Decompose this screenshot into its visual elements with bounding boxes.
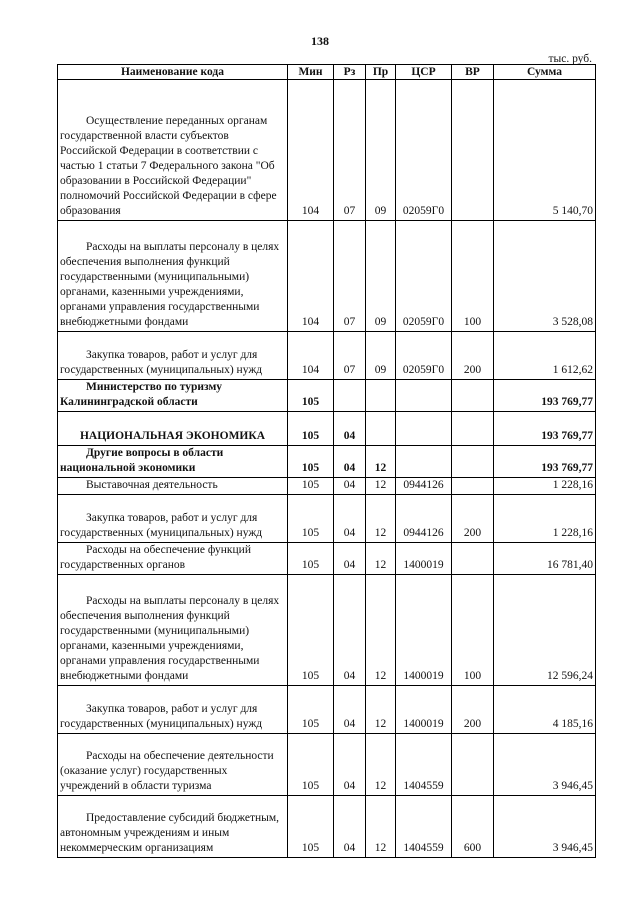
row-vr: 600 — [452, 796, 494, 858]
row-rz: 04 — [334, 412, 366, 446]
row-csr: 1400019 — [396, 543, 452, 575]
row-csr — [396, 446, 452, 478]
table-row — [58, 412, 596, 446]
row-pr: 12 — [366, 478, 396, 495]
table-row — [58, 380, 596, 412]
header-sum: Сумма — [494, 65, 596, 80]
row-vr — [452, 380, 494, 412]
row-name: НАЦИОНАЛЬНАЯ ЭКОНОМИКА — [58, 412, 288, 446]
row-rz: 04 — [334, 796, 366, 858]
row-pr: 12 — [366, 543, 396, 575]
table-row — [58, 575, 596, 686]
table-row — [58, 686, 596, 734]
row-name: Расходы на обеспечение функций государственных органов — [58, 543, 288, 575]
row-vr — [452, 734, 494, 796]
row-rz: 04 — [334, 686, 366, 734]
row-rz: 07 — [334, 221, 366, 332]
row-name: Закупка товаров, работ и услуг для государственных (муниципальных) нужд — [58, 495, 288, 543]
table-row — [58, 221, 596, 332]
row-csr: 02059Г0 — [396, 80, 452, 221]
header-row — [58, 65, 596, 80]
row-min: 105 — [288, 446, 334, 478]
row-pr: 12 — [366, 796, 396, 858]
row-min: 105 — [288, 478, 334, 495]
row-csr: 1400019 — [396, 686, 452, 734]
row-sum: 3 946,45 — [494, 734, 596, 796]
row-vr — [452, 80, 494, 221]
row-min: 104 — [288, 221, 334, 332]
budget-table — [57, 64, 596, 858]
row-csr: 02059Г0 — [396, 332, 452, 380]
row-rz — [334, 380, 366, 412]
table-row — [58, 543, 596, 575]
page-number: 138 — [311, 34, 329, 48]
header-vr: ВР — [452, 65, 494, 80]
header-min: Мин — [288, 65, 334, 80]
row-name: Закупка товаров, работ и услуг для государственных (муниципальных) нужд — [58, 332, 288, 380]
row-rz: 07 — [334, 332, 366, 380]
units-label: тыс. руб. — [548, 53, 592, 65]
row-pr: 12 — [366, 734, 396, 796]
row-csr: 0944126 — [396, 495, 452, 543]
row-name: Расходы на выплаты персоналу в целях обеспечения выполнения функций государственными (муниципальными) органами, казенными учреждениями, органами управления государственными внебюджетными фондами — [58, 221, 288, 332]
row-rz: 04 — [334, 543, 366, 575]
row-vr: 200 — [452, 332, 494, 380]
row-rz: 07 — [334, 80, 366, 221]
row-name: Министерство по туризму Калининградской области — [58, 380, 288, 412]
row-name: Расходы на обеспечение деятельности (оказание услуг) государственных учреждений в области туризма — [58, 734, 288, 796]
row-vr: 100 — [452, 221, 494, 332]
row-vr: 100 — [452, 575, 494, 686]
row-name: Закупка товаров, работ и услуг для государственных (муниципальных) нужд — [58, 686, 288, 734]
row-min: 105 — [288, 686, 334, 734]
row-pr — [366, 412, 396, 446]
row-sum: 1 612,62 — [494, 332, 596, 380]
row-csr — [396, 380, 452, 412]
row-min: 105 — [288, 412, 334, 446]
row-min: 105 — [288, 796, 334, 858]
row-min: 104 — [288, 332, 334, 380]
row-csr: 1404559 — [396, 796, 452, 858]
row-csr — [396, 412, 452, 446]
row-csr: 0944126 — [396, 478, 452, 495]
row-sum: 12 596,24 — [494, 575, 596, 686]
table-row — [58, 80, 596, 221]
row-name: Осуществление переданных органам государственной власти субъектов Российской Федерации в соответствии с частью 1 статьи 7 Федерального закона "Об образовании в Российской Федерации" полномочий Российской Федерации в сфере образования — [58, 80, 288, 221]
row-min: 104 — [288, 80, 334, 221]
row-pr: 12 — [366, 446, 396, 478]
table-row — [58, 495, 596, 543]
row-sum: 193 769,77 — [494, 412, 596, 446]
row-min: 105 — [288, 734, 334, 796]
row-vr: 200 — [452, 495, 494, 543]
row-csr: 02059Г0 — [396, 221, 452, 332]
row-pr — [366, 380, 396, 412]
row-sum: 193 769,77 — [494, 380, 596, 412]
row-pr: 09 — [366, 80, 396, 221]
row-vr: 200 — [452, 686, 494, 734]
row-vr — [452, 543, 494, 575]
header-pr: Пр — [366, 65, 396, 80]
header-rz: Рз — [334, 65, 366, 80]
row-vr — [452, 446, 494, 478]
row-name: Расходы на выплаты персоналу в целях обеспечения выполнения функций государственными (муниципальными) органами, казенными учреждениями, органами управления государственными внебюджетными фондами — [58, 575, 288, 686]
row-rz: 04 — [334, 446, 366, 478]
row-min: 105 — [288, 495, 334, 543]
row-min: 105 — [288, 543, 334, 575]
row-csr: 1404559 — [396, 734, 452, 796]
row-min: 105 — [288, 575, 334, 686]
row-name: Другие вопросы в области национальной экономики — [58, 446, 288, 478]
table-row — [58, 796, 596, 858]
row-pr: 09 — [366, 221, 396, 332]
row-rz: 04 — [334, 575, 366, 686]
row-sum: 4 185,16 — [494, 686, 596, 734]
row-csr: 1400019 — [396, 575, 452, 686]
row-sum: 5 140,70 — [494, 80, 596, 221]
row-sum: 3 528,08 — [494, 221, 596, 332]
row-vr — [452, 478, 494, 495]
row-pr: 09 — [366, 332, 396, 380]
row-rz: 04 — [334, 734, 366, 796]
row-name: Предоставление субсидий бюджетным, автономным учреждениям и иным некоммерческим организациям — [58, 796, 288, 858]
table-row — [58, 478, 596, 495]
row-min: 105 — [288, 380, 334, 412]
row-sum: 16 781,40 — [494, 543, 596, 575]
table-row — [58, 446, 596, 478]
row-name: Выставочная деятельность — [58, 478, 288, 495]
row-sum: 193 769,77 — [494, 446, 596, 478]
table-row — [58, 332, 596, 380]
row-rz: 04 — [334, 495, 366, 543]
row-pr: 12 — [366, 575, 396, 686]
row-sum: 3 946,45 — [494, 796, 596, 858]
table-row — [58, 734, 596, 796]
row-vr — [452, 412, 494, 446]
row-sum: 1 228,16 — [494, 495, 596, 543]
row-rz: 04 — [334, 478, 366, 495]
row-sum: 1 228,16 — [494, 478, 596, 495]
row-pr: 12 — [366, 495, 396, 543]
row-pr: 12 — [366, 686, 396, 734]
header-csr: ЦСР — [396, 65, 452, 80]
header-name: Наименование кода — [58, 65, 288, 80]
